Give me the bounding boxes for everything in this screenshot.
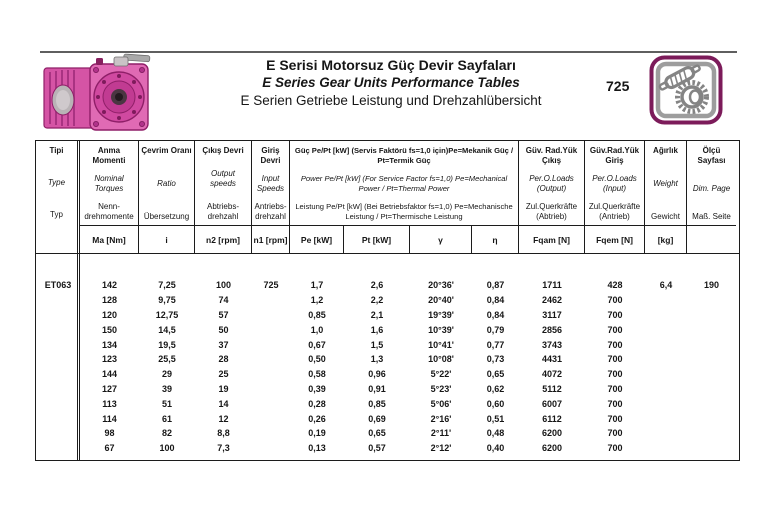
cell-pt: 2,2 xyxy=(370,295,384,306)
cell-eta: 0,77 xyxy=(486,339,505,350)
column-header-weight: Ağırlık Weight Gewicht xyxy=(645,141,687,226)
cell-fqam: 3117 xyxy=(542,309,562,320)
cell-pe: 0,19 xyxy=(308,428,326,439)
cell-fqam: 1711 xyxy=(542,280,562,291)
cell-pe: 1,2 xyxy=(310,295,324,306)
table-row xyxy=(36,308,739,323)
column-header-radial-load-output: Güv. Rad.Yük Çıkış Per.O.Loads (Output) Zul.Querkräfte (Abtrieb) xyxy=(519,141,585,226)
cell-gamma: 10°41' xyxy=(428,339,454,350)
type-label-de: Typ xyxy=(50,209,63,219)
cell-fqem: 700 xyxy=(607,309,623,320)
cell-n2: 50 xyxy=(218,324,229,335)
cell-fqam: 2462 xyxy=(541,295,563,306)
cell-pe: 0,67 xyxy=(308,339,326,350)
cell-pe: 0,28 xyxy=(308,398,326,409)
table-row xyxy=(36,367,739,382)
table-row xyxy=(36,337,739,352)
cell-eta: 0,40 xyxy=(486,443,505,454)
table-row xyxy=(36,411,739,426)
column-header-dim-page: Ölçü Sayfası Dim. Page Maß. Seite xyxy=(687,141,736,226)
cell-pt: 2,1 xyxy=(370,309,384,320)
cell-gamma: 2°11' xyxy=(430,428,452,439)
table-row xyxy=(36,352,739,367)
cell-fqam: 6200 xyxy=(541,428,563,439)
cell-pe: 0,26 xyxy=(308,413,326,424)
cell-fqem: 428 xyxy=(607,280,623,291)
cell-fqem: 700 xyxy=(607,324,623,335)
page-title-turkish: E Serisi Motorsuz Güç Devir Sayfaları xyxy=(266,57,516,73)
unit-output-speed: n2 [rpm] xyxy=(195,226,252,253)
cell-pt: 1,3 xyxy=(370,354,384,365)
type-label-en: Type xyxy=(47,177,66,187)
unit-radial-load-input: Fqem [N] xyxy=(585,226,645,253)
cell-n2: 25 xyxy=(218,369,229,380)
cell-fqem: 700 xyxy=(607,413,623,424)
cell-pe: 0,58 xyxy=(308,369,326,380)
cell-pe: 1,7 xyxy=(310,280,324,291)
cell-n2: 28 xyxy=(218,354,229,365)
table-row xyxy=(36,278,739,293)
cell-ma: 134 xyxy=(101,339,118,350)
cell-eta: 0,48 xyxy=(486,428,505,439)
table-row xyxy=(36,293,739,308)
page-title-english: E Series Gear Units Performance Tables xyxy=(262,75,520,90)
cell-i: 29 xyxy=(161,369,172,380)
cell-pe: 1,0 xyxy=(310,324,324,335)
cell-ma: 113 xyxy=(102,398,117,409)
table-row xyxy=(36,322,739,337)
cell-fqem: 700 xyxy=(607,428,623,439)
cell-fqam: 5112 xyxy=(542,383,562,394)
cell-eta: 0,60 xyxy=(486,398,505,409)
cell-kg: 6,4 xyxy=(659,280,673,291)
cell-eta: 0,87 xyxy=(486,280,505,291)
cell-fqem: 700 xyxy=(607,398,623,409)
column-header-output-speed: Çıkış Devri Output speeds Abtriebs-drehzahl xyxy=(195,141,252,226)
cell-ma: 98 xyxy=(104,428,115,439)
cell-ma: 150 xyxy=(101,324,118,335)
unit-gamma: γ xyxy=(410,226,472,253)
cell-n1: 725 xyxy=(263,280,279,291)
cell-gamma: 20°36' xyxy=(428,280,454,291)
cell-pt: 0,65 xyxy=(368,428,386,439)
cell-eta: 0,65 xyxy=(486,369,505,380)
type-column-divider xyxy=(77,254,80,460)
cell-fqam: 4431 xyxy=(541,354,563,365)
cell-gamma: 2°12' xyxy=(430,443,452,454)
cell-i: 51 xyxy=(161,398,172,409)
cell-pe: 0,13 xyxy=(308,443,326,454)
cell-fqem: 700 xyxy=(607,339,623,350)
type-label-tr: Tipi xyxy=(49,146,64,155)
cell-gamma: 2°16' xyxy=(430,413,452,424)
column-header-power-group: Güç Pe/Pt [kW] (Servis Faktörü fs=1,0 için)Pe=Mekanik Güç / Pt=Termik Güç Power Pe/Pt [kW] (For Service Factor fs=1,0) Pe=Mechanical Power / Pt=Thermal Power Leistung Pe/Pt [kW] (Bei Betriebsfaktor fs=1,0) Pe=Mechanische Leistung / Pt=Thermische Leistung xyxy=(290,141,519,226)
unit-input-speed: n1 [rpm] xyxy=(252,226,290,253)
cell-eta: 0,79 xyxy=(486,324,505,335)
cell-i: 100 xyxy=(159,443,175,454)
page-number: 725 xyxy=(606,78,630,94)
cell-pe: 0,50 xyxy=(308,354,326,365)
table-header xyxy=(36,141,739,254)
cell-ma: 144 xyxy=(101,369,118,380)
unit-torque: Ma [Nm] xyxy=(80,226,139,253)
column-header-input-speed: Giriş Devri Input Speeds Antriebs-drehzahl xyxy=(252,141,290,226)
cell-eta: 0,84 xyxy=(486,309,505,320)
worm-gearbox-photo xyxy=(36,50,156,138)
cell-i: 12,75 xyxy=(155,309,179,320)
cell-fqem: 700 xyxy=(607,443,623,454)
cell-pe: 0,85 xyxy=(308,309,326,320)
cell-fqam: 3743 xyxy=(541,339,563,350)
cell-i: 25,5 xyxy=(158,354,176,365)
cell-n2: 12 xyxy=(218,413,229,424)
cell-gamma: 5°06' xyxy=(430,398,452,409)
cell-ma: 123 xyxy=(101,354,118,365)
cell-i: 14,5 xyxy=(158,324,176,335)
cell-pt: 0,69 xyxy=(368,413,386,424)
cell-ma: 67 xyxy=(104,443,115,454)
cell-n2: 37 xyxy=(218,339,229,350)
cell-fqem: 700 xyxy=(607,369,623,380)
column-header-radial-load-input: Güv.Rad.Yük Giriş Per.O.Loads (Input) Zul.Querkräfte (Antrieb) xyxy=(585,141,645,226)
cell-n2: 8,8 xyxy=(217,428,230,439)
cell-pt: 1,6 xyxy=(370,324,384,335)
cell-i: 7,25 xyxy=(158,280,176,291)
cell-pt: 0,85 xyxy=(368,398,386,409)
cell-gamma: 5°23' xyxy=(430,383,452,394)
cell-pt: 0,96 xyxy=(368,369,386,380)
cell-n2: 100 xyxy=(215,280,232,291)
cell-pe: 0,39 xyxy=(308,383,326,394)
column-header-ratio: Çevrim Oranı Ratio Übersetzung xyxy=(139,141,195,226)
cell-ma: 128 xyxy=(101,295,118,306)
cell-fqam: 6200 xyxy=(541,443,563,454)
cell-i: 61 xyxy=(161,413,172,424)
table-row xyxy=(36,382,739,397)
cell-fqam: 6112 xyxy=(542,413,562,424)
cell-ma: 142 xyxy=(101,280,118,291)
table-row xyxy=(36,396,739,411)
cell-eta: 0,73 xyxy=(486,354,505,365)
cell-fqam: 6007 xyxy=(541,398,563,409)
cell-fqem: 700 xyxy=(607,383,623,394)
cell-n2: 74 xyxy=(218,295,229,306)
column-header-torque: Anma Momenti Nominal Torques Nenn-drehmomente xyxy=(80,141,139,226)
cell-type: ET063 xyxy=(44,280,72,291)
cell-ma: 114 xyxy=(102,413,117,424)
performance-table xyxy=(35,140,740,461)
title-block xyxy=(196,56,586,110)
unit-pt: Pt [kW] xyxy=(344,226,410,253)
cell-fqem: 700 xyxy=(607,354,623,365)
cell-i: 19,5 xyxy=(158,339,176,350)
cell-i: 82 xyxy=(161,428,172,439)
cell-fqam: 2856 xyxy=(541,324,563,335)
cell-gamma: 19°39' xyxy=(428,309,454,320)
cell-pt: 1,5 xyxy=(370,339,384,350)
cell-eta: 0,84 xyxy=(486,295,505,306)
cell-n2: 57 xyxy=(218,309,229,320)
cell-n2: 14 xyxy=(218,398,229,409)
page-title-german: E Serien Getriebe Leistung und Drehzahlübersicht xyxy=(240,93,542,108)
cell-i: 39 xyxy=(161,383,172,394)
table-row xyxy=(36,441,739,456)
cell-gamma: 10°39' xyxy=(428,324,454,335)
cell-gamma: 20°40' xyxy=(428,295,454,306)
column-header-type xyxy=(36,141,80,253)
cell-n2: 19 xyxy=(218,383,229,394)
cell-gamma: 5°22' xyxy=(430,369,452,380)
cell-gamma: 10°08' xyxy=(428,354,454,365)
unit-eta: η xyxy=(472,226,519,253)
unit-radial-load-output: Fqam [N] xyxy=(519,226,585,253)
cell-pt: 0,91 xyxy=(368,383,386,394)
unit-pe: Pe [kW] xyxy=(290,226,344,253)
unit-weight: [kg] xyxy=(645,226,687,253)
cell-ma: 127 xyxy=(101,383,118,394)
cell-i: 9,75 xyxy=(158,295,176,306)
cell-n2: 7,3 xyxy=(217,443,230,454)
table-row xyxy=(36,426,739,441)
table-body xyxy=(36,254,739,460)
cell-pt: 2,6 xyxy=(370,280,384,291)
cell-eta: 0,51 xyxy=(486,413,505,424)
worm-gear-icon xyxy=(649,55,723,125)
cell-pt: 0,57 xyxy=(368,443,386,454)
cell-fqam: 4072 xyxy=(541,369,563,380)
cell-eta: 0,62 xyxy=(486,383,505,394)
cell-page: 190 xyxy=(703,280,720,291)
unit-ratio: i xyxy=(139,226,195,253)
cell-ma: 120 xyxy=(101,309,118,320)
cell-fqem: 700 xyxy=(607,295,623,306)
unit-dim-page xyxy=(687,226,736,253)
